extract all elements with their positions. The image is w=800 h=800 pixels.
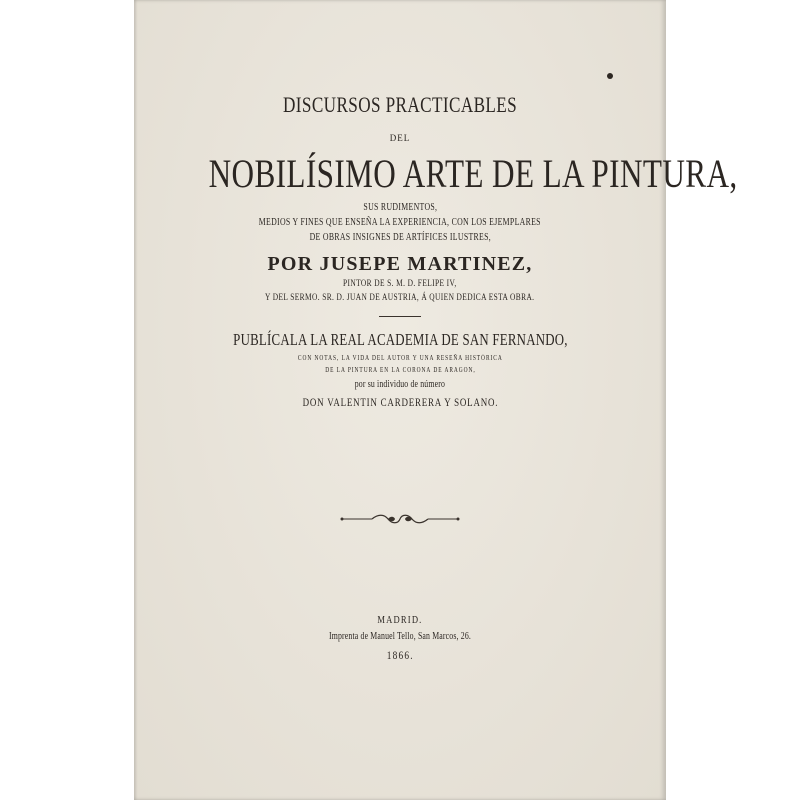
ink-spot [607, 73, 613, 79]
imprint-place: MADRID. [377, 614, 423, 626]
author-role-2: Y DEL SERMO. SR. D. JUAN DE AUSTRIA, Á QUIEN DEDICA ESTA OBRA. [265, 293, 535, 303]
title-page [134, 0, 738, 800]
notes-line-2: DE LA PINTURA EN LA CORONA DE ARAGON, [324, 366, 476, 374]
main-title: NOBILÍSIMO ARTE DE LA PINTURA, [208, 151, 738, 196]
subtitle-line-2: MEDIOS Y FINES QUE ENSEÑA LA EXPERIENCIA, CON LOS EJEMPLARES [258, 217, 542, 228]
imprint-year: 1866. [386, 648, 414, 662]
subtitle-line-3: DE OBRAS INSIGNES DE ARTÍFICES ILUSTRES, [309, 232, 491, 243]
title-line-2: DEL [389, 133, 411, 143]
author-name: POR JUSEPE MARTINEZ, [267, 253, 533, 275]
notes-line-1: CON NOTAS, LA VIDA DEL AUTOR Y UNA RESEÑA HISTÓRICA [297, 354, 503, 362]
imprint-printer: Imprenta de Manuel Tello, San Marcos, 26. [329, 631, 471, 642]
title-line-1: DISCURSOS PRACTICABLES [282, 92, 518, 117]
decorative-scroll-ornament-icon [340, 512, 460, 526]
subtitle-line-1: SUS RUDIMENTOS, [363, 202, 437, 213]
member-line: por su individuo de número [354, 379, 446, 390]
publisher-line: PUBLÍCALA LA REAL ACADEMIA DE SAN FERNANDO, [232, 330, 568, 349]
divider-rule [379, 316, 421, 317]
author-role-1: PINTOR DE S. M. D. FELIPE IV, [343, 279, 457, 289]
editor-name: DON VALENTIN CARDERERA Y SOLANO. [302, 397, 498, 409]
